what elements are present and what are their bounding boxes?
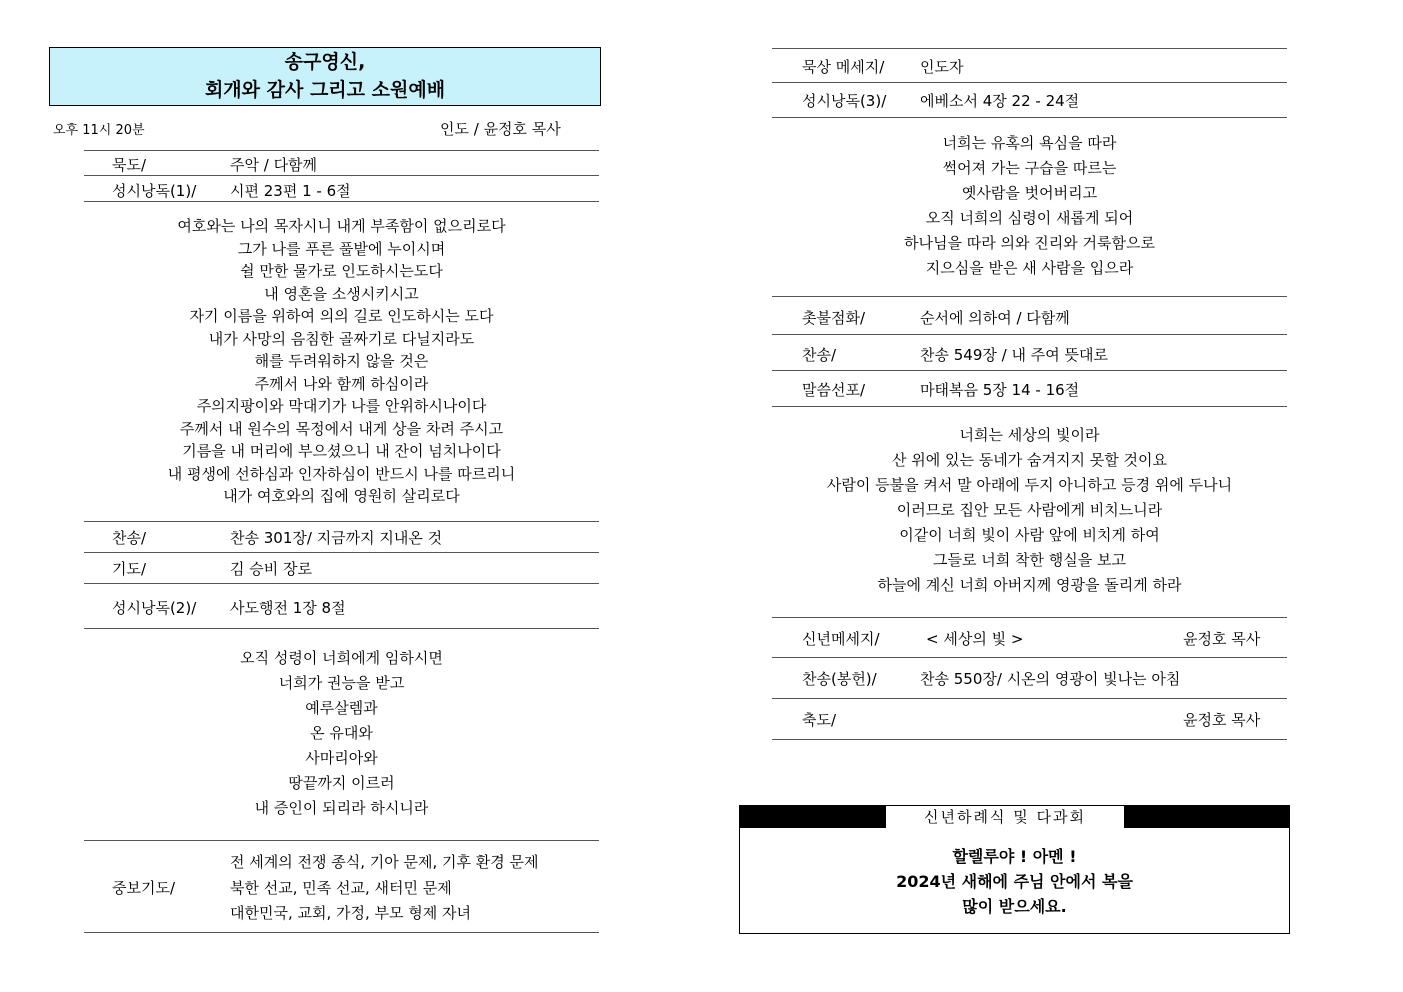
order-label: 성시낭독(3)/ [802, 92, 887, 110]
ephesians-text [772, 131, 1287, 281]
notice-box [739, 805, 1290, 934]
verse-line: 예루살렘과 [305, 699, 378, 717]
verse-line: 옛사람을 벗어버리고 [961, 184, 1098, 202]
verse-line: 주께서 내 원수의 목정에서 내게 상을 차려 주시고 [179, 419, 504, 438]
order-speaker: 윤정호 목사 [1183, 630, 1261, 648]
verse-line: 이같이 너희 빛이 사람 앞에 비치게 하여 [899, 526, 1160, 544]
service-time: 오후 11시 20분 [53, 123, 145, 138]
order-label: 성시낭독(2)/ [112, 599, 197, 617]
verse-line: 주께서 나와 함께 하심이라 [254, 374, 429, 393]
acts-1-8-text [84, 646, 599, 821]
verse-line: 해를 두려워하지 않을 것은 [254, 352, 429, 370]
verse-line: 온 유대와 [310, 724, 373, 742]
order-value: 김 승비 장로 [230, 560, 312, 578]
order-label: 묵도/ [112, 156, 147, 174]
service-title-line2: 회개와 감사 그리고 소원예배 [204, 79, 446, 101]
verse-line: 여호와는 나의 목자시니 내게 부족함이 없으리로다 [177, 217, 506, 235]
verse-line: 내 평생에 선하심과 인자하심이 반드시 나를 따르리니 [167, 464, 516, 483]
order-value: 인도자 [920, 58, 964, 76]
order-value: 찬송 550장/ 시온의 영광이 빛나는 아침 [920, 670, 1181, 688]
verse-line: 기름을 내 머리에 부으셨으니 내 잔이 넘치나이다 [182, 442, 501, 460]
intercession-line: 대한민국, 교회, 가정, 부모 형제 자녀 [230, 904, 472, 922]
order-label: 찬송/ [112, 529, 147, 547]
service-leader: 인도 / 윤정호 목사 [440, 120, 561, 138]
order-value: < 세상의 빛 > [926, 630, 1024, 648]
verse-line: 오직 성령이 너희에게 임하시면 [240, 649, 443, 667]
order-label: 찬송(봉헌)/ [802, 670, 877, 688]
verse-line: 쉴 만한 물가로 인도하시는도다 [240, 262, 443, 280]
verse-line: 내 영혼을 소생시키시고 [264, 284, 419, 303]
verse-line: 주의지팡이와 막대기가 나를 안위하시나이다 [196, 397, 487, 415]
order-value: 찬송 549장 / 내 주여 뜻대로 [920, 346, 1108, 364]
order-label: 묵상 메세지/ [802, 58, 885, 76]
order-value: 사도행전 1장 8절 [230, 599, 346, 617]
notice-header-bar [740, 806, 1289, 828]
verse-line: 그가 나를 푸른 풀밭에 누이시며 [237, 239, 446, 258]
verse-line: 너희는 세상의 빛이라 [959, 426, 1100, 444]
service-title-box [49, 47, 601, 106]
verse-line: 지으심을 받은 새 사람을 입으라 [925, 259, 1134, 277]
verse-line: 산 위에 있는 동네가 숨겨지지 못할 것이요 [892, 451, 1167, 469]
verse-line: 썩어져 가는 구습을 따르는 [942, 159, 1117, 177]
order-value: 순서에 의하여 / 다함께 [920, 309, 1070, 327]
verse-line: 하나님을 따라 의와 진리와 거룩함으로 [904, 234, 1155, 252]
order-label-intercession: 중보기도/ [112, 879, 176, 897]
psalm-23-text [84, 215, 599, 508]
order-label: 말씀선포/ [802, 381, 866, 399]
verse-line: 이러므로 집안 모든 사람에게 비치느니라 [896, 501, 1163, 519]
verse-line: 너희가 권능을 받고 [278, 674, 405, 692]
notice-line: 많이 받으세요. [962, 897, 1067, 916]
order-label: 촛불점화/ [802, 309, 866, 327]
notice-title: 신년하례식 및 다과회 [886, 806, 1124, 828]
verse-line: 너희는 유혹의 욕심을 따라 [942, 134, 1117, 152]
order-label: 기도/ [112, 560, 147, 578]
order-label: 성시낭독(1)/ [112, 182, 197, 200]
verse-line: 자기 이름을 위하여 의의 길로 인도하시는 도다 [189, 307, 494, 325]
order-value: 시편 23편 1 - 6절 [230, 182, 351, 200]
intercession-line: 전 세계의 전쟁 종식, 기아 문제, 기후 환경 문제 [230, 853, 539, 871]
order-speaker: 윤정호 목사 [1183, 711, 1261, 729]
order-value: 찬송 301장/ 지금까지 지내온 것 [230, 529, 443, 547]
verse-line: 오직 너희의 심령이 새롭게 되어 [925, 209, 1134, 227]
verse-line: 내가 여호와의 집에 영원히 살리로다 [223, 487, 460, 505]
verse-line: 하늘에 계신 너희 아버지께 영광을 돌리게 하라 [877, 576, 1182, 594]
notice-line: 할렐루야 ! 아멘 ! [952, 847, 1077, 866]
verse-line: 사마리아와 [305, 749, 378, 767]
order-label: 신년메세지/ [802, 630, 880, 648]
verse-line: 그들로 너희 착한 행실을 보고 [933, 551, 1126, 569]
verse-line: 내가 사망의 음침한 골짜기로 다닐지라도 [208, 329, 475, 348]
notice-line: 2024년 새해에 주님 안에서 복을 [896, 872, 1133, 891]
verse-line: 사람이 등불을 켜서 말 아래에 두지 아니하고 등경 위에 두나니 [826, 476, 1233, 494]
intercession-line: 북한 선교, 민족 선교, 새터민 문제 [230, 879, 452, 897]
order-value: 주악 / 다함께 [230, 156, 318, 174]
service-title-line1: 송구영신, [284, 51, 366, 73]
matthew-text [772, 423, 1287, 598]
verse-line: 땅끝까지 이르러 [288, 774, 395, 792]
order-label: 찬송/ [802, 346, 837, 364]
order-value: 마태복음 5장 14 - 16절 [920, 381, 1080, 399]
notice-message [740, 844, 1289, 919]
verse-line: 내 증인이 되리라 하시니라 [254, 799, 429, 817]
order-value: 에베소서 4장 22 - 24절 [920, 92, 1080, 110]
order-label: 축도/ [802, 711, 837, 729]
